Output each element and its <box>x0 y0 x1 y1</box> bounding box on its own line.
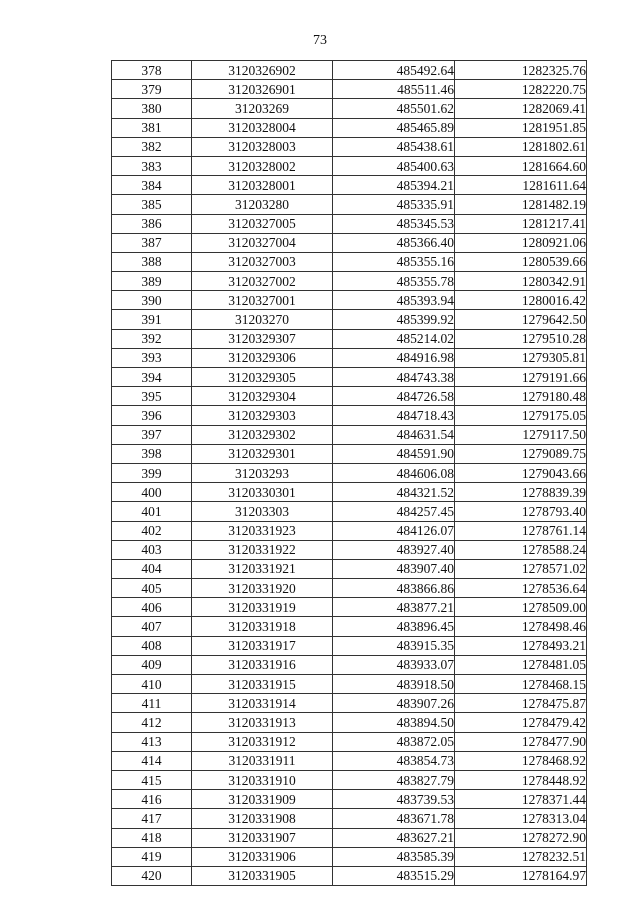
row-number-cell: 412 <box>112 713 192 732</box>
table-row <box>112 156 587 175</box>
x-coordinate-cell: 485366.40 <box>333 233 455 252</box>
x-coordinate-cell: 484916.98 <box>333 348 455 367</box>
y-coordinate-cell: 1280016.42 <box>455 291 587 310</box>
y-coordinate-cell: 1278536.64 <box>455 579 587 598</box>
y-coordinate-cell: 1279089.75 <box>455 444 587 463</box>
table-row <box>112 694 587 713</box>
x-coordinate-cell: 483915.35 <box>333 636 455 655</box>
point-id-cell: 31203293 <box>192 463 333 482</box>
point-id-cell: 3120331905 <box>192 866 333 885</box>
x-coordinate-cell: 484726.58 <box>333 387 455 406</box>
row-number-cell: 389 <box>112 272 192 291</box>
point-id-cell: 3120328004 <box>192 118 333 137</box>
y-coordinate-cell: 1278588.24 <box>455 540 587 559</box>
table-row <box>112 790 587 809</box>
x-coordinate-cell: 483627.21 <box>333 828 455 847</box>
table-row <box>112 176 587 195</box>
x-coordinate-cell: 484591.90 <box>333 444 455 463</box>
point-id-cell: 3120328003 <box>192 137 333 156</box>
row-number-cell: 386 <box>112 214 192 233</box>
table-row <box>112 502 587 521</box>
y-coordinate-cell: 1278479.42 <box>455 713 587 732</box>
table-row <box>112 368 587 387</box>
point-id-cell: 3120329301 <box>192 444 333 463</box>
y-coordinate-cell: 1278468.92 <box>455 751 587 770</box>
point-id-cell: 3120331907 <box>192 828 333 847</box>
row-number-cell: 405 <box>112 579 192 598</box>
point-id-cell: 3120331916 <box>192 655 333 674</box>
row-number-cell: 381 <box>112 118 192 137</box>
row-number-cell: 402 <box>112 521 192 540</box>
x-coordinate-cell: 483854.73 <box>333 751 455 770</box>
x-coordinate-cell: 484743.38 <box>333 368 455 387</box>
point-id-cell: 3120331913 <box>192 713 333 732</box>
table-row <box>112 828 587 847</box>
x-coordinate-cell: 483739.53 <box>333 790 455 809</box>
point-id-cell: 3120327004 <box>192 233 333 252</box>
x-coordinate-cell: 485394.21 <box>333 176 455 195</box>
y-coordinate-cell: 1278272.90 <box>455 828 587 847</box>
table-row <box>112 195 587 214</box>
point-id-cell: 3120327002 <box>192 272 333 291</box>
y-coordinate-cell: 1279117.50 <box>455 425 587 444</box>
x-coordinate-cell: 484321.52 <box>333 483 455 502</box>
table-row <box>112 272 587 291</box>
y-coordinate-cell: 1278475.87 <box>455 694 587 713</box>
y-coordinate-cell: 1278371.44 <box>455 790 587 809</box>
y-coordinate-cell: 1282220.75 <box>455 80 587 99</box>
row-number-cell: 409 <box>112 655 192 674</box>
point-id-cell: 3120331921 <box>192 559 333 578</box>
x-coordinate-cell: 483671.78 <box>333 809 455 828</box>
row-number-cell: 388 <box>112 252 192 271</box>
y-coordinate-cell: 1278761.14 <box>455 521 587 540</box>
point-id-cell: 3120329303 <box>192 406 333 425</box>
row-number-cell: 400 <box>112 483 192 502</box>
point-id-cell: 3120328001 <box>192 176 333 195</box>
row-number-cell: 419 <box>112 847 192 866</box>
y-coordinate-cell: 1280539.66 <box>455 252 587 271</box>
table-row <box>112 540 587 559</box>
y-coordinate-cell: 1279642.50 <box>455 310 587 329</box>
x-coordinate-cell: 484631.54 <box>333 425 455 444</box>
y-coordinate-cell: 1279043.66 <box>455 463 587 482</box>
row-number-cell: 384 <box>112 176 192 195</box>
row-number-cell: 390 <box>112 291 192 310</box>
x-coordinate-cell: 485355.16 <box>333 252 455 271</box>
row-number-cell: 404 <box>112 559 192 578</box>
x-coordinate-cell: 483907.40 <box>333 559 455 578</box>
table-row <box>112 444 587 463</box>
point-id-cell: 3120331922 <box>192 540 333 559</box>
table-row <box>112 406 587 425</box>
y-coordinate-cell: 1281664.60 <box>455 156 587 175</box>
row-number-cell: 395 <box>112 387 192 406</box>
x-coordinate-cell: 485465.89 <box>333 118 455 137</box>
row-number-cell: 393 <box>112 348 192 367</box>
x-coordinate-cell: 485400.63 <box>333 156 455 175</box>
point-id-cell: 3120326902 <box>192 61 333 80</box>
row-number-cell: 380 <box>112 99 192 118</box>
x-coordinate-cell: 483896.45 <box>333 617 455 636</box>
y-coordinate-cell: 1278498.46 <box>455 617 587 636</box>
row-number-cell: 410 <box>112 675 192 694</box>
row-number-cell: 382 <box>112 137 192 156</box>
x-coordinate-cell: 484718.43 <box>333 406 455 425</box>
x-coordinate-cell: 485492.64 <box>333 61 455 80</box>
point-id-cell: 3120331906 <box>192 847 333 866</box>
point-id-cell: 3120331910 <box>192 770 333 789</box>
table-row <box>112 866 587 885</box>
table-row <box>112 80 587 99</box>
row-number-cell: 408 <box>112 636 192 655</box>
y-coordinate-cell: 1278313.04 <box>455 809 587 828</box>
point-id-cell: 3120327003 <box>192 252 333 271</box>
row-number-cell: 379 <box>112 80 192 99</box>
row-number-cell: 392 <box>112 329 192 348</box>
table-row <box>112 579 587 598</box>
y-coordinate-cell: 1281951.85 <box>455 118 587 137</box>
table-row <box>112 99 587 118</box>
table-row <box>112 463 587 482</box>
point-id-cell: 31203270 <box>192 310 333 329</box>
y-coordinate-cell: 1281611.64 <box>455 176 587 195</box>
y-coordinate-cell: 1278839.39 <box>455 483 587 502</box>
point-id-cell: 3120328002 <box>192 156 333 175</box>
y-coordinate-cell: 1280342.91 <box>455 272 587 291</box>
table-row <box>112 214 587 233</box>
x-coordinate-cell: 484257.45 <box>333 502 455 521</box>
x-coordinate-cell: 483907.26 <box>333 694 455 713</box>
x-coordinate-cell: 483515.29 <box>333 866 455 885</box>
row-number-cell: 385 <box>112 195 192 214</box>
point-id-cell: 31203269 <box>192 99 333 118</box>
point-id-cell: 3120331909 <box>192 790 333 809</box>
y-coordinate-cell: 1279305.81 <box>455 348 587 367</box>
point-id-cell: 31203280 <box>192 195 333 214</box>
row-number-cell: 420 <box>112 866 192 885</box>
coordinates-table <box>111 60 587 886</box>
y-coordinate-cell: 1281802.61 <box>455 137 587 156</box>
row-number-cell: 417 <box>112 809 192 828</box>
row-number-cell: 399 <box>112 463 192 482</box>
table-row <box>112 655 587 674</box>
table-row <box>112 483 587 502</box>
table-row <box>112 118 587 137</box>
table-row <box>112 675 587 694</box>
x-coordinate-cell: 483827.79 <box>333 770 455 789</box>
point-id-cell: 3120329307 <box>192 329 333 348</box>
x-coordinate-cell: 484606.08 <box>333 463 455 482</box>
point-id-cell: 3120331912 <box>192 732 333 751</box>
x-coordinate-cell: 485345.53 <box>333 214 455 233</box>
row-number-cell: 401 <box>112 502 192 521</box>
point-id-cell: 3120331920 <box>192 579 333 598</box>
table-row <box>112 770 587 789</box>
y-coordinate-cell: 1282069.41 <box>455 99 587 118</box>
table-row <box>112 559 587 578</box>
table-row <box>112 809 587 828</box>
x-coordinate-cell: 484126.07 <box>333 521 455 540</box>
x-coordinate-cell: 485438.61 <box>333 137 455 156</box>
y-coordinate-cell: 1278477.90 <box>455 732 587 751</box>
table-row <box>112 291 587 310</box>
table-row <box>112 751 587 770</box>
y-coordinate-cell: 1279180.48 <box>455 387 587 406</box>
x-coordinate-cell: 483585.39 <box>333 847 455 866</box>
y-coordinate-cell: 1279510.28 <box>455 329 587 348</box>
y-coordinate-cell: 1278164.97 <box>455 866 587 885</box>
table-row <box>112 425 587 444</box>
table-row <box>112 713 587 732</box>
x-coordinate-cell: 485511.46 <box>333 80 455 99</box>
row-number-cell: 411 <box>112 694 192 713</box>
table-row <box>112 732 587 751</box>
y-coordinate-cell: 1279191.66 <box>455 368 587 387</box>
y-coordinate-cell: 1278481.05 <box>455 655 587 674</box>
table-row <box>112 310 587 329</box>
point-id-cell: 3120327005 <box>192 214 333 233</box>
table-row <box>112 387 587 406</box>
point-id-cell: 3120329302 <box>192 425 333 444</box>
table-row <box>112 617 587 636</box>
x-coordinate-cell: 483894.50 <box>333 713 455 732</box>
row-number-cell: 396 <box>112 406 192 425</box>
row-number-cell: 418 <box>112 828 192 847</box>
row-number-cell: 406 <box>112 598 192 617</box>
y-coordinate-cell: 1278509.00 <box>455 598 587 617</box>
table-row <box>112 521 587 540</box>
row-number-cell: 398 <box>112 444 192 463</box>
y-coordinate-cell: 1281482.19 <box>455 195 587 214</box>
x-coordinate-cell: 485214.02 <box>333 329 455 348</box>
point-id-cell: 3120331917 <box>192 636 333 655</box>
table-row <box>112 233 587 252</box>
y-coordinate-cell: 1282325.76 <box>455 61 587 80</box>
page-number: 73 <box>313 33 327 48</box>
table-row <box>112 847 587 866</box>
point-id-cell: 3120331918 <box>192 617 333 636</box>
y-coordinate-cell: 1278448.92 <box>455 770 587 789</box>
row-number-cell: 403 <box>112 540 192 559</box>
point-id-cell: 3120331915 <box>192 675 333 694</box>
row-number-cell: 394 <box>112 368 192 387</box>
x-coordinate-cell: 485399.92 <box>333 310 455 329</box>
y-coordinate-cell: 1278232.51 <box>455 847 587 866</box>
row-number-cell: 413 <box>112 732 192 751</box>
row-number-cell: 414 <box>112 751 192 770</box>
point-id-cell: 3120329304 <box>192 387 333 406</box>
point-id-cell: 3120331908 <box>192 809 333 828</box>
y-coordinate-cell: 1278793.40 <box>455 502 587 521</box>
x-coordinate-cell: 485355.78 <box>333 272 455 291</box>
row-number-cell: 407 <box>112 617 192 636</box>
y-coordinate-cell: 1279175.05 <box>455 406 587 425</box>
table-row <box>112 61 587 80</box>
x-coordinate-cell: 483918.50 <box>333 675 455 694</box>
row-number-cell: 383 <box>112 156 192 175</box>
point-id-cell: 3120327001 <box>192 291 333 310</box>
row-number-cell: 391 <box>112 310 192 329</box>
table-row <box>112 636 587 655</box>
y-coordinate-cell: 1278571.02 <box>455 559 587 578</box>
x-coordinate-cell: 483877.21 <box>333 598 455 617</box>
row-number-cell: 416 <box>112 790 192 809</box>
table-row <box>112 598 587 617</box>
y-coordinate-cell: 1278493.21 <box>455 636 587 655</box>
x-coordinate-cell: 483872.05 <box>333 732 455 751</box>
point-id-cell: 3120331923 <box>192 521 333 540</box>
x-coordinate-cell: 483927.40 <box>333 540 455 559</box>
x-coordinate-cell: 485501.62 <box>333 99 455 118</box>
point-id-cell: 3120331914 <box>192 694 333 713</box>
x-coordinate-cell: 483933.07 <box>333 655 455 674</box>
point-id-cell: 3120329306 <box>192 348 333 367</box>
row-number-cell: 415 <box>112 770 192 789</box>
table-row <box>112 137 587 156</box>
table-row <box>112 329 587 348</box>
y-coordinate-cell: 1278468.15 <box>455 675 587 694</box>
x-coordinate-cell: 485335.91 <box>333 195 455 214</box>
point-id-cell: 3120330301 <box>192 483 333 502</box>
y-coordinate-cell: 1281217.41 <box>455 214 587 233</box>
point-id-cell: 3120331919 <box>192 598 333 617</box>
row-number-cell: 378 <box>112 61 192 80</box>
point-id-cell: 31203303 <box>192 502 333 521</box>
table-row <box>112 348 587 367</box>
row-number-cell: 387 <box>112 233 192 252</box>
x-coordinate-cell: 483866.86 <box>333 579 455 598</box>
x-coordinate-cell: 485393.94 <box>333 291 455 310</box>
y-coordinate-cell: 1280921.06 <box>455 233 587 252</box>
point-id-cell: 3120331911 <box>192 751 333 770</box>
row-number-cell: 397 <box>112 425 192 444</box>
table-row <box>112 252 587 271</box>
point-id-cell: 3120326901 <box>192 80 333 99</box>
point-id-cell: 3120329305 <box>192 368 333 387</box>
coordinates-table-body <box>112 61 587 886</box>
